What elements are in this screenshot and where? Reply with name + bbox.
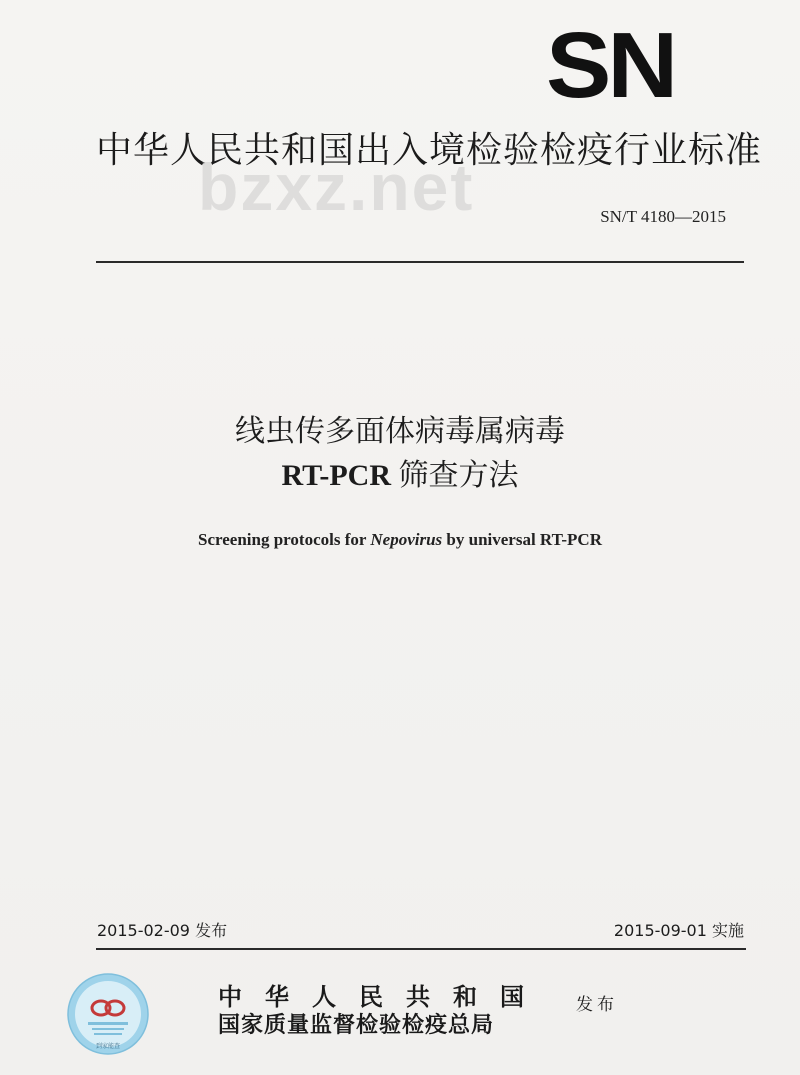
watermark: bzxz.net [198, 150, 475, 224]
implementation-date: 2015-09-01 实施 [613, 921, 744, 940]
title-en-prefix: Screening protocols for [198, 530, 371, 549]
title-line-1: 线虫传多面体病毒属病毒 [235, 414, 565, 449]
title-chinese [0, 410, 800, 498]
title-en-italic: Nepovirus [370, 530, 443, 549]
seal-bottom-text: 到家能查 [95, 1043, 121, 1050]
issuer-country: 中华人民共和国 [218, 983, 547, 1011]
header-divider [96, 261, 744, 263]
anti-counterfeit-seal-icon [66, 972, 150, 1056]
title-line-2 [0, 454, 800, 498]
standard-code: SN/T 4180—2015 [600, 207, 726, 226]
title-en-suffix: by universal RT-PCR [442, 530, 602, 549]
issue-date: 2015-02-09 发布 [97, 921, 228, 940]
title-line-2-latin: RT-PCR [281, 459, 391, 492]
issuer-block [218, 982, 558, 1040]
title-line-2-chinese: 筛查方法 [398, 458, 519, 493]
seal-graphic [66, 972, 150, 1056]
issuer-agency: 国家质量监督检验检疫总局 [218, 1013, 495, 1038]
publish-label: 发布 [576, 995, 618, 1015]
sn-logo: SN [546, 12, 675, 118]
standard-category: 中华人民共和国出入境检验检疫行业标准 [96, 130, 763, 171]
title-english [0, 528, 800, 552]
footer-divider [96, 948, 746, 950]
